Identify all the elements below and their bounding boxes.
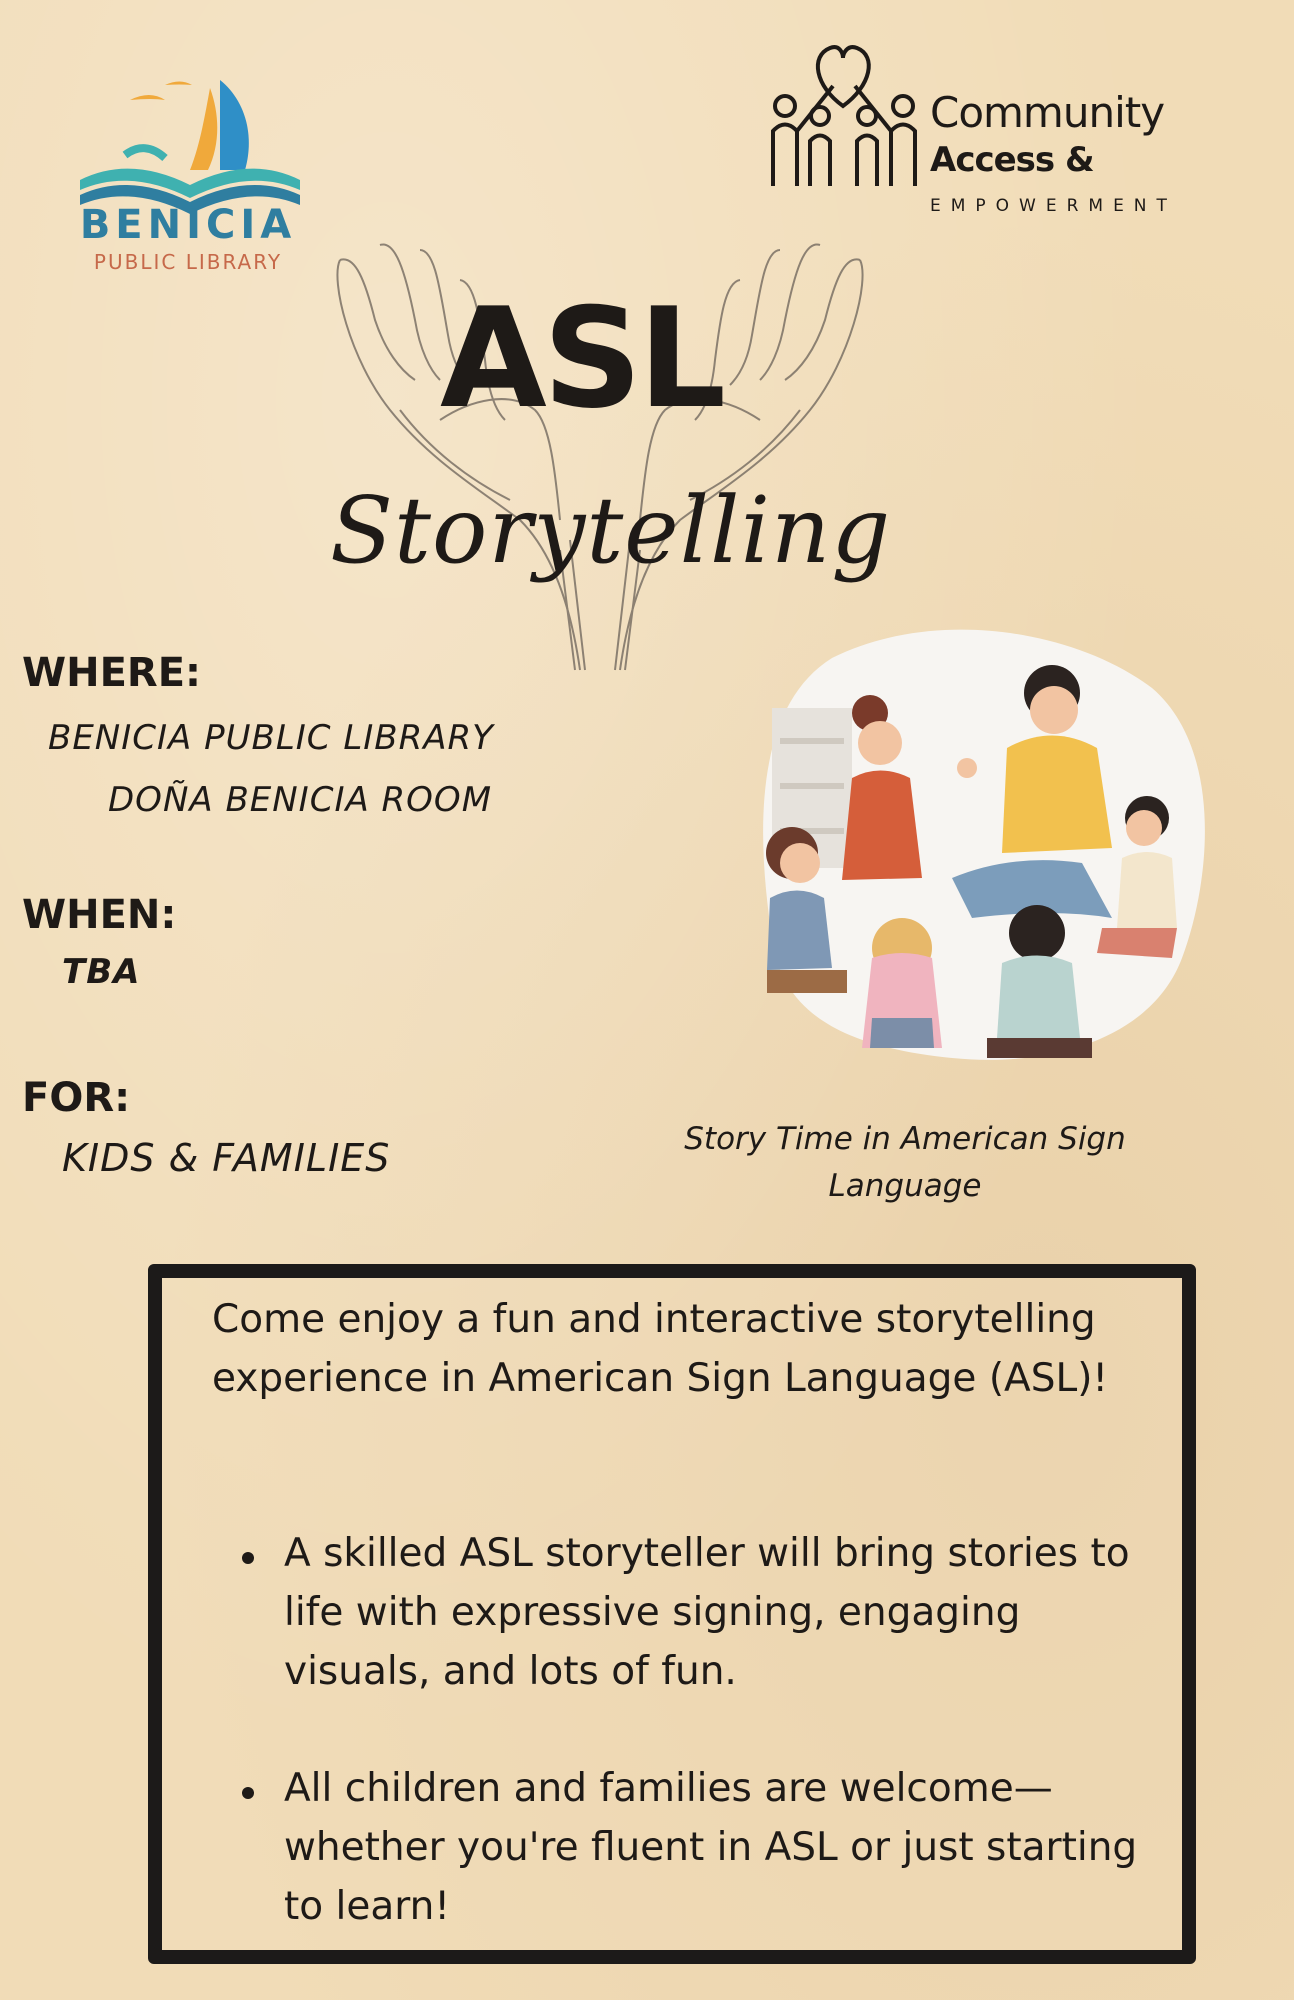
heart-hands-people-icon: [755, 36, 930, 196]
for-audience-value: KIDS & FAMILIES: [62, 1136, 391, 1180]
description-intro: Come enjoy a fun and interactive storytelling experience in American Sign Language (ASL)!: [212, 1297, 1109, 1401]
description-bullet: A skilled ASL storyteller will bring stories to life with expressive signing, engaging visuals, and lots of fun.: [284, 1531, 1130, 1694]
community-logo-line1: Community: [930, 88, 1165, 137]
community-logo-line3: EMPOWERMENT: [930, 196, 1177, 216]
bullet-dot-icon: [242, 1787, 254, 1799]
when-value: TBA: [62, 952, 141, 992]
community-logo-line2: Access &: [930, 140, 1094, 180]
title-asl: ASL: [440, 278, 723, 439]
benicia-logo-subtitle: PUBLIC LIBRARY: [93, 250, 283, 274]
for-label: FOR:: [22, 1075, 131, 1121]
bullet-dot-icon: [242, 1552, 254, 1564]
benicia-logo-name: BENICIA: [79, 202, 297, 248]
where-location-line2: DOÑA BENICIA ROOM: [108, 780, 493, 820]
where-location-line1: BENICIA PUBLIC LIBRARY: [48, 718, 494, 758]
when-label: WHEN:: [22, 892, 177, 938]
description-bullet: All children and families are welcome—whether you're fluent in ASL or just starting to learn!: [284, 1766, 1138, 1929]
title-storytelling: Storytelling: [330, 477, 892, 584]
where-label: WHERE:: [22, 650, 202, 696]
illustration-caption: Story Time in American Sign Language: [684, 1121, 1126, 1204]
storytime-illustration: [752, 618, 1212, 1068]
